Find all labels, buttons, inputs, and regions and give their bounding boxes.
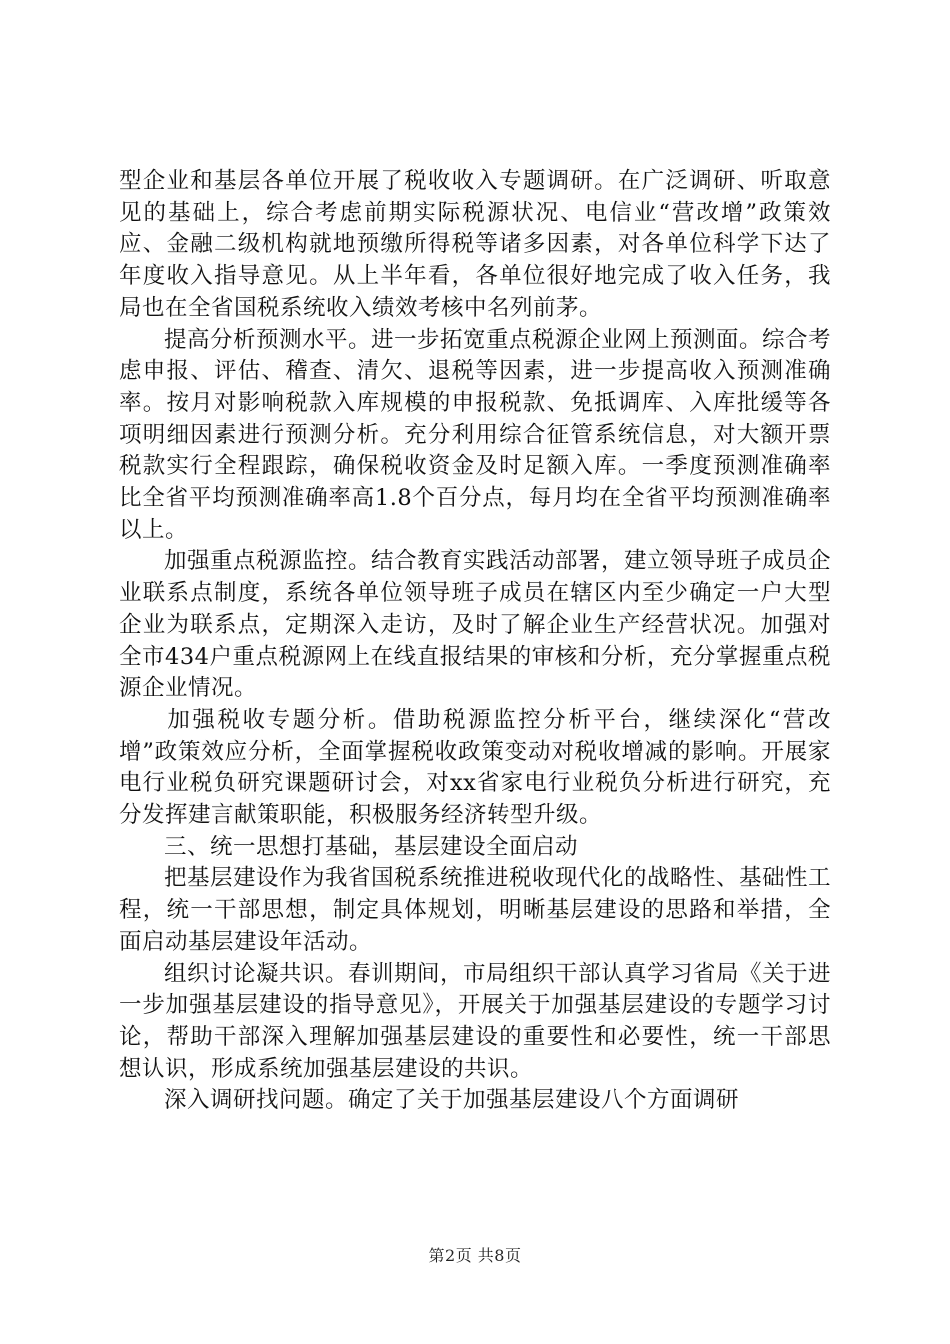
document-body <box>119 166 831 1117</box>
paragraph-research-problems: 深入调研找问题。确定了关于加强基层建设八个方面调研 <box>164 1087 740 1114</box>
paragraph-grassroots-construction: 把基层建设作为我省国税系统推进税收现代化的战略性、基础性工程，统一干部思想，制定具体规划，明晰基层建设的思路和举措，全面启动基层建设年活动。 <box>119 865 832 955</box>
paragraph-discussion-consensus: 组织讨论凝共识。春训期间，市局组织干部认真学习省局《关于进一步加强基层建设的指导意见》，开展关于加强基层建设的专题学习讨论，帮助干部深入理解加强基层建设的重要性和必要性，统一干部思想认识，形成系统加强基层建设的共识。 <box>119 960 832 1082</box>
paragraph-special-tax-analysis: 加强税收专题分析。借助税源监控分析平台，继续深化“营改增”政策效应分析，全面掌握税收政策变动对税收增减的影响。开展家电行业税负研究课题研讨会，对xx省家电行业税负分析进行研究，充分发挥建言献策职能，积极服务经济转型升级。 <box>119 706 831 829</box>
paragraph-continuation: 型企业和基层各单位开展了税收收入专题调研。在广泛调研、听取意见的基础上，综合考虑前期实际税源状况、电信业“营改增”政策效应、金融二级机构就地预缴所得税等诸多因素，对各单位科学下达了年度收入指导意见。从上半年看，各单位很好地完成了收入任务，我局也在全省国税系统收入绩效考核中名列前茅。 <box>119 168 831 321</box>
paragraph-key-tax-source-monitoring: 加强重点税源监控。结合教育实践活动部署，建立领导班子成员企业联系点制度，系统各单位领导班子成员在辖区内至少确定一户大型企业为联系点，定期深入走访，及时了解企业生产经营状况。加强对全市434户重点税源网上在线直报结果的审核和分析，充分掌握重点税源企业情况。 <box>119 548 832 702</box>
page-number-footer: 第2页 共8页 <box>428 1246 522 1265</box>
paragraph-forecast-analysis: 提高分析预测水平。进一步拓宽重点税源企业网上预测面。综合考虑申报、评估、稽查、清欠、退税等因素，进一步提高收入预测准确率。按月对影响税款入库规模的申报税款、免抵调库、入库批缓等各项明细因素进行预测分析。充分利用综合征管系统信息，对大额开票税款实行全程跟踪，确保税收资金及时足额入库。一季度预测准确率比全省平均预测准确率高1.8个百分点，每月均在全省平均预测准确率以上。 <box>119 326 832 543</box>
section-heading-3: 三、统一思想打基础，基层建设全面启动 <box>164 833 579 860</box>
